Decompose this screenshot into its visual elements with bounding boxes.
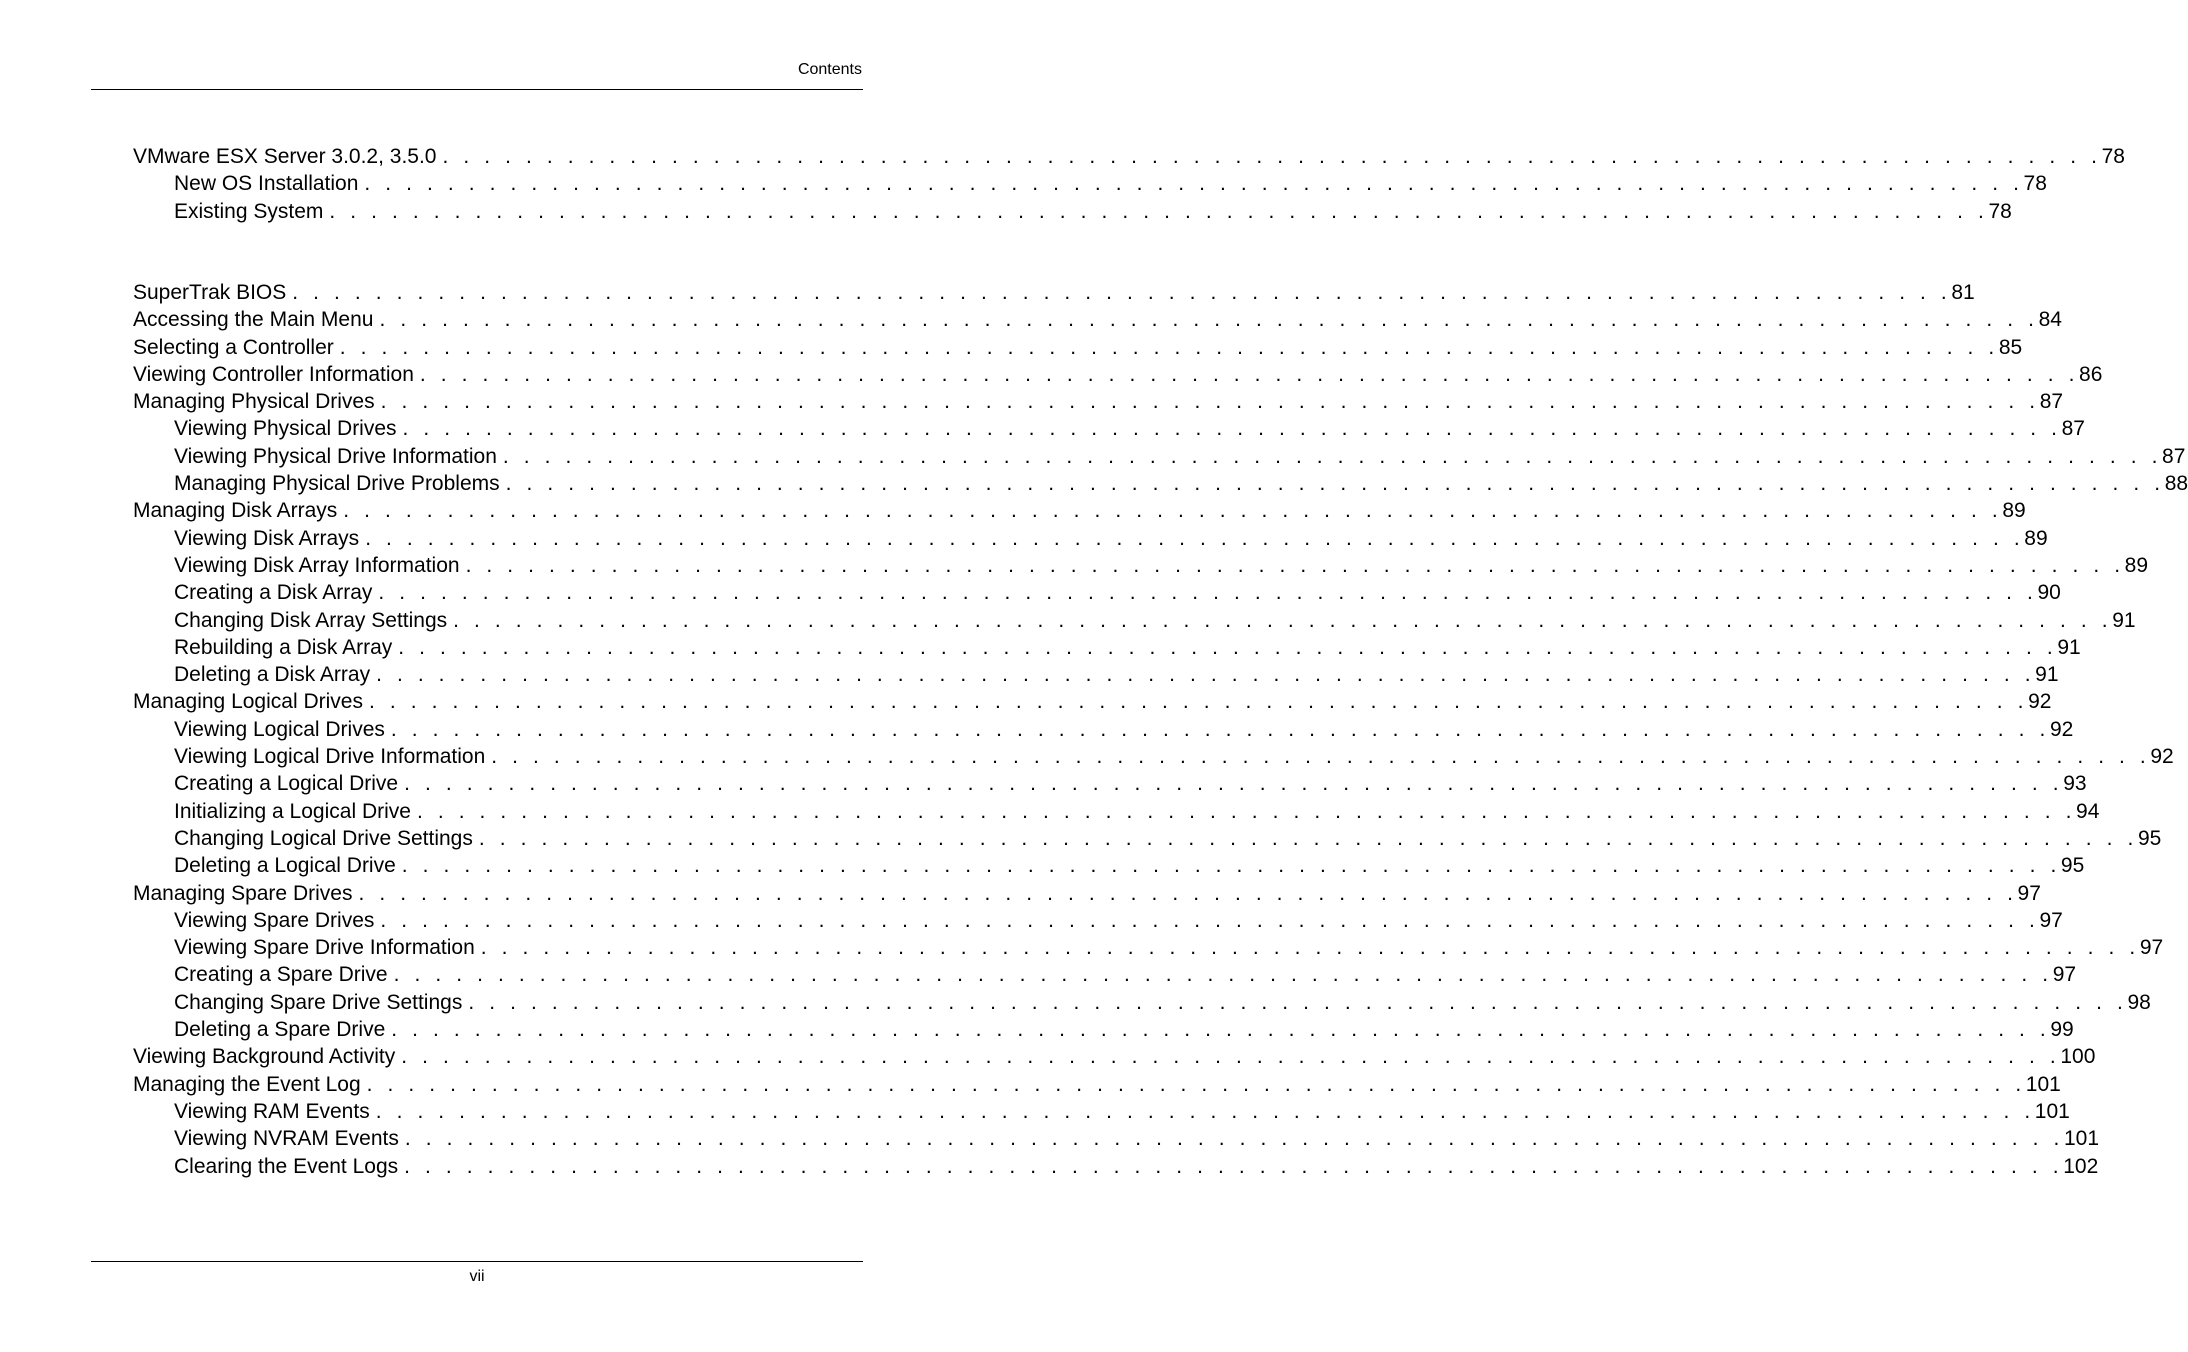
toc-entry-page-number: 97 (2052, 963, 2077, 987)
toc-entry-title: Viewing Physical Drive Information (174, 444, 497, 468)
toc-entry-title: Viewing Physical Drives (174, 417, 397, 441)
toc-entry-title: New OS Installation (174, 172, 359, 196)
toc-dot-leader: . . . . . . . . . . . . . . . . . . . . . . . . . . . . . . . . . . . . . . . . . . . . . . . . . . . . . . . . . . . . . . . . . . . . . . . . . . . . . . . . (390, 717, 2050, 741)
toc-entry-page-number: 91 (2112, 608, 2136, 632)
toc-entry-title: Rebuilding a Disk Array (174, 635, 393, 659)
toc-entry-title: Managing Logical Drives (133, 690, 363, 714)
toc-entry[interactable] (133, 1098, 2070, 1125)
toc-entry-page-number: 95 (2137, 826, 2162, 850)
toc-dot-leader: . . . . . . . . . . . . . . . . . . . . . . . . . . . . . . . . . . . . . . . . . . . . . . . . . . . . . . . . . . . . . . . . . . . . . . . . . . . . . . . . (375, 1099, 2035, 1123)
toc-dot-leader: . . . . . . . . . . . . . . . . . . . . . . . . . . . . . . . . . . . . . . . . . . . . . . . . . . . . . . . . . . . . . . . . . . . . . . . . . . . . . . . . (343, 499, 2003, 523)
toc-entry-title: Managing Physical Drive Problems (174, 472, 500, 496)
toc-dot-leader: . . . . . . . . . . . . . . . . . . . . . . . . . . . . . . . . . . . . . . . . . . . . . . . . . . . . . . . . . . . . . . . . . . . . . . . . . . . . . . . . (442, 145, 2102, 168)
toc-entry[interactable] (133, 1125, 2100, 1152)
toc-dot-leader: . . . . . . . . . . . . . . . . . . . . . . . . . . . . . . . . . . . . . . . . . . . . . . . . . . . . . . . . . . . . . . . . . . . . . . . . . . . . . . . . (391, 1018, 2051, 1042)
toc-entry-page-number: 84 (2038, 308, 2062, 332)
toc-dot-leader: . . . . . . . . . . . . . . . . . . . . . . . . . . . . . . . . . . . . . . . . . . . . . . . . . . . . . . . . . . . . . . . . . . . . . . . . . . . . . . . . (376, 663, 2036, 687)
toc-entry[interactable] (133, 607, 2136, 634)
toc-entry[interactable] (133, 443, 2186, 470)
toc-entry-title: Viewing Disk Arrays (174, 526, 360, 550)
toc-entry-title: Viewing Logical Drives (174, 717, 385, 741)
toc-entry-title: SuperTrak BIOS (133, 281, 287, 304)
toc-dot-leader: . . . . . . . . . . . . . . . . . . . . . . . . . . . . . . . . . . . . . . . . . . . . . . . . . . . . . . . . . . . . . . . . . . . . . . . . . . . . . . . . (380, 908, 2040, 932)
toc-entry-page-number: 89 (2124, 553, 2149, 577)
toc-entry-title: Viewing Disk Array Information (174, 553, 460, 577)
toc-entry-page-number: 92 (2028, 690, 2052, 714)
toc-entry-title: Changing Spare Drive Settings (174, 990, 463, 1014)
toc-entry-title: Selecting a Controller (133, 335, 334, 359)
toc-dot-leader: . . . . . . . . . . . . . . . . . . . . . . . . . . . . . . . . . . . . . . . . . . . . . . . . . . . . . . . . . . . . . . . . . . . . . . . . . . . . . . . . (366, 1072, 2026, 1096)
toc-entry-page-number: 97 (2139, 936, 2164, 960)
toc-entry-page-number: 95 (2060, 854, 2085, 878)
toc-entry-title: Creating a Logical Drive (174, 772, 399, 796)
toc-entry-page-number: 91 (2035, 663, 2059, 687)
toc-entry-title: Viewing Logical Drive Information (174, 745, 486, 769)
toc-dot-leader: . . . . . . . . . . . . . . . . . . . . . . . . . . . . . . . . . . . . . . . . . . . . . . . . . . . . . . . . . . . . . . . . . . . . . . . . . . . . . . . . (358, 881, 2018, 905)
toc-dot-leader: . . . . . . . . . . . . . . . . . . . . . . . . . . . . . . . . . . . . . . . . . . . . . . . . . . . . . . . . . . . . . . . . . . . . . . . . . . . . . . . . (468, 990, 2128, 1014)
footer-rule (91, 1261, 863, 1262)
toc-dot-leader: . . . . . . . . . . . . . . . . . . . . . . . . . . . . . . . . . . . . . . . . . . . . . . . . . . . . . . . . . . . . . . . . . . . . . . . . . . . . . . . . (491, 745, 2151, 769)
toc-dot-leader: . . . . . . . . . . . . . . . . . . . . . . . . . . . . . . . . . . . . . . . . . . . . . . . . . . . . . . . . . . . . . . . . . . . . . . . . . . . . . . . . (480, 936, 2140, 960)
toc-entry-title: Deleting a Disk Array (174, 663, 371, 687)
toc-entry-page-number: 101 (2063, 1127, 2100, 1151)
toc-entry[interactable] (133, 634, 2081, 661)
toc-entry[interactable] (133, 743, 2174, 770)
toc-entry[interactable] (133, 1153, 2099, 1180)
toc-entry-title: Accessing the Main Menu (133, 308, 374, 332)
toc-entry[interactable] (133, 198, 2012, 225)
toc-dot-leader: . . . . . . . . . . . . . . . . . . . . . . . . . . . . . . . . . . . . . . . . . . . . . . . . . . . . . . . . . . . . . . . . . . . . . . . . . . . . . . . . (404, 772, 2064, 796)
toc-entry[interactable] (133, 880, 2041, 907)
toc-dot-leader: . . . . . . . . . . . . . . . . . . . . . . . . . . . . . . . . . . . . . . . . . . . . . . . . . . . . . . . . . . . . . . . . . . . . . . . . . . . . . . . . (453, 608, 2113, 632)
page-number: vii (469, 1268, 485, 1285)
toc-entry[interactable] (133, 907, 2063, 934)
toc-dot-leader: . . . . . . . . . . . . . . . . . . . . . . . . . . . . . . . . . . . . . . . . . . . . . . . . . . . . . . . . . . . . . . . . . . . . . . . . . . . . . . . . (502, 444, 2163, 468)
toc-dot-leader: . . . . . . . . . . . . . . . . . . . . . . . . . . . . . . . . . . . . . . . . . . . . . . . . . . . . . . . . . . . . . . . . . . . . . . . . . . . . . . . . (402, 417, 2062, 441)
toc-entry-title: Managing the Event Log (133, 1072, 361, 1096)
toc-entry-title: Changing Logical Drive Settings (174, 826, 473, 850)
toc-entry-page-number: 86 (2079, 362, 2103, 386)
toc-entry[interactable] (133, 661, 2059, 688)
toc-entry[interactable] (133, 279, 1975, 306)
toc-entry-title: VMware ESX Server 3.0.2, 3.5.0 (133, 145, 437, 168)
toc-entry-title: Initializing a Logical Drive (174, 799, 411, 823)
toc-dot-leader: . . . . . . . . . . . . . . . . . . . . . . . . . . . . . . . . . . . . . . . . . . . . . . . . . . . . . . . . . . . . . . . . . . . . . . . . . . . . . . . . (404, 1154, 2064, 1178)
toc-entry[interactable] (133, 716, 2074, 743)
toc-entry[interactable] (133, 989, 2151, 1016)
toc-dot-leader: . . . . . . . . . . . . . . . . . . . . . . . . . . . . . . . . . . . . . . . . . . . . . . . . . . . . . . . . . . . . . . . . . . . . . . . . . . . . . . . . (365, 526, 2025, 550)
toc-entry[interactable] (133, 306, 2062, 333)
toc-entry-page-number: 78 (2101, 145, 2125, 168)
toc-dot-leader: . . . . . . . . . . . . . . . . . . . . . . . . . . . . . . . . . . . . . . . . . . . . . . . . . . . . . . . . . . . . . . . . . . . . . . . . . . . . . . . . (380, 390, 2040, 414)
toc-entry-page-number: 99 (2050, 1018, 2074, 1042)
toc-entry-page-number: 91 (2057, 635, 2081, 659)
toc-entry[interactable] (133, 1043, 2096, 1070)
toc-entry-page-number: 87 (2162, 444, 2186, 468)
toc-entry-title: Managing Spare Drives (133, 881, 353, 905)
toc-dot-leader: . . . . . . . . . . . . . . . . . . . . . . . . . . . . . . . . . . . . . . . . . . . . . . . . . . . . . . . . . . . . . . . . . . . . . . . . . . . . . . . . (465, 553, 2125, 577)
toc-dot-leader: . . . . . . . . . . . . . . . . . . . . . . . . . . . . . . . . . . . . . . . . . . . . . . . . . . . . . . . . . . . . . . . . . . . . . . . . . . . . . . . . (292, 281, 1952, 304)
toc-entry-page-number: 93 (2063, 772, 2087, 796)
toc-entry-title: Viewing Controller Information (133, 362, 414, 386)
toc-entry-title: Viewing RAM Events (174, 1099, 370, 1123)
toc-entry[interactable] (133, 825, 2162, 852)
toc-entry-title: Changing Disk Array Settings (174, 608, 448, 632)
toc-dot-leader: . . . . . . . . . . . . . . . . . . . . . . . . . . . . . . . . . . . . . . . . . . . . . . . . . . . . . . . . . . . . . . . . . . . . . . . . . . . . . . . . (378, 581, 2038, 605)
toc-section-vmware (133, 143, 2125, 225)
toc-entry[interactable] (133, 798, 2100, 825)
toc-entry[interactable] (133, 934, 2164, 961)
page-header-title: Contents (797, 61, 862, 78)
toc-entry[interactable] (133, 143, 2125, 170)
toc-entry[interactable] (133, 170, 2047, 197)
toc-entry-title: Deleting a Spare Drive (174, 1018, 386, 1042)
toc-dot-leader: . . . . . . . . . . . . . . . . . . . . . . . . . . . . . . . . . . . . . . . . . . . . . . . . . . . . . . . . . . . . . . . . . . . . . . . . . . . . . . . . (364, 172, 2024, 196)
toc-entry[interactable] (133, 688, 2052, 715)
toc-entry-page-number: 101 (2034, 1099, 2070, 1123)
toc-dot-leader: . . . . . . . . . . . . . . . . . . . . . . . . . . . . . . . . . . . . . . . . . . . . . . . . . . . . . . . . . . . . . . . . . . . . . . . . . . . . . . . . (393, 963, 2053, 987)
toc-dot-leader: . . . . . . . . . . . . . . . . . . . . . . . . . . . . . . . . . . . . . . . . . . . . . . . . . . . . . . . . . . . . . . . . . . . . . . . . . . . . . . . . (398, 635, 2058, 659)
toc-entry-title: Creating a Spare Drive (174, 963, 388, 987)
toc-dot-leader: . . . . . . . . . . . . . . . . . . . . . . . . . . . . . . . . . . . . . . . . . . . . . . . . . . . . . . . . . . . . . . . . . . . . . . . . . . . . . . . . (404, 1127, 2064, 1151)
toc-dot-leader: . . . . . . . . . . . . . . . . . . . . . . . . . . . . . . . . . . . . . . . . . . . . . . . . . . . . . . . . . . . . . . . . . . . . . . . . . . . . . . . . (416, 799, 2077, 823)
toc-dot-leader: . . . . . . . . . . . . . . . . . . . . . . . . . . . . . . . . . . . . . . . . . . . . . . . . . . . . . . . . . . . . . . . . . . . . . . . . . . . . . . . . (505, 472, 2165, 496)
toc-entry[interactable] (133, 497, 2026, 524)
toc-entry[interactable] (133, 579, 2061, 606)
toc-dot-leader: . . . . . . . . . . . . . . . . . . . . . . . . . . . . . . . . . . . . . . . . . . . . . . . . . . . . . . . . . . . . . . . . . . . . . . . . . . . . . . . . (339, 335, 1999, 359)
toc-entry-title: Deleting a Logical Drive (174, 854, 396, 878)
toc-entry-title: Existing System (174, 199, 324, 223)
toc-entry[interactable] (133, 1016, 2074, 1043)
toc-entry-page-number: 97 (2017, 881, 2041, 905)
toc-entry-page-number: 85 (1998, 335, 2023, 359)
toc-dot-leader: . . . . . . . . . . . . . . . . . . . . . . . . . . . . . . . . . . . . . . . . . . . . . . . . . . . . . . . . . . . . . . . . . . . . . . . . . . . . . . . . (379, 308, 2039, 332)
toc-dot-leader: . . . . . . . . . . . . . . . . . . . . . . . . . . . . . . . . . . . . . . . . . . . . . . . . . . . . . . . . . . . . . . . . . . . . . . . . . . . . . . . . (368, 690, 2029, 714)
toc-entry-page-number: 97 (2039, 908, 2063, 932)
toc-dot-leader: . . . . . . . . . . . . . . . . . . . . . . . . . . . . . . . . . . . . . . . . . . . . . . . . . . . . . . . . . . . . . . . . . . . . . . . . . . . . . . . . (419, 362, 2080, 386)
toc-entry[interactable] (133, 361, 2103, 388)
toc-entry-title: Managing Physical Drives (133, 390, 375, 414)
toc-dot-leader: . . . . . . . . . . . . . . . . . . . . . . . . . . . . . . . . . . . . . . . . . . . . . . . . . . . . . . . . . . . . . . . . . . . . . . . . . . . . . . . . (401, 1045, 2061, 1069)
toc-entry[interactable] (133, 415, 2085, 442)
toc-entry-page-number: 89 (2002, 499, 2026, 523)
toc-entry[interactable] (133, 1071, 2061, 1098)
toc-entry[interactable] (133, 770, 2087, 797)
toc-entry-page-number: 78 (2023, 172, 2047, 196)
toc-entry-page-number: 87 (2039, 390, 2064, 414)
toc-entry[interactable] (133, 525, 2048, 552)
toc-entry-page-number: 102 (2063, 1154, 2099, 1178)
toc-entry-title: Clearing the Event Logs (174, 1154, 399, 1178)
toc-entry-page-number: 101 (2025, 1072, 2061, 1096)
toc-entry-page-number: 100 (2060, 1045, 2096, 1069)
toc-entry[interactable] (133, 552, 2149, 579)
toc-entry-page-number: 92 (2049, 717, 2074, 741)
toc-entry[interactable] (133, 470, 2188, 497)
toc-entry-title: Managing Disk Arrays (133, 499, 338, 523)
toc-entry-page-number: 88 (2164, 472, 2188, 496)
toc-entry-title: Viewing Background Activity (133, 1045, 396, 1069)
toc-entry[interactable] (133, 334, 2023, 361)
toc-entry-page-number: 90 (2037, 581, 2061, 605)
toc-entry-page-number: 89 (2024, 526, 2048, 550)
toc-entry-title: Creating a Disk Array (174, 581, 373, 605)
toc-entry-page-number: 81 (1951, 281, 1975, 304)
toc-entry[interactable] (133, 388, 2064, 415)
toc-entry[interactable] (133, 852, 2085, 879)
toc-entry-page-number: 94 (2076, 799, 2100, 823)
toc-section-supertrak-bios (133, 279, 2188, 1180)
header-rule (91, 89, 863, 90)
toc-dot-leader: . . . . . . . . . . . . . . . . . . . . . . . . . . . . . . . . . . . . . . . . . . . . . . . . . . . . . . . . . . . . . . . . . . . . . . . . . . . . . . . . (478, 826, 2138, 850)
toc-entry-page-number: 78 (1988, 199, 2012, 223)
toc-entry-page-number: 98 (2127, 990, 2151, 1014)
toc-entry-title: Viewing NVRAM Events (174, 1127, 399, 1151)
toc-dot-leader: . . . . . . . . . . . . . . . . . . . . . . . . . . . . . . . . . . . . . . . . . . . . . . . . . . . . . . . . . . . . . . . . . . . . . . . . . . . . . . . . (329, 199, 1989, 223)
toc-entry-page-number: 87 (2061, 417, 2085, 441)
toc-dot-leader: . . . . . . . . . . . . . . . . . . . . . . . . . . . . . . . . . . . . . . . . . . . . . . . . . . . . . . . . . . . . . . . . . . . . . . . . . . . . . . . . (401, 854, 2061, 878)
toc-entry[interactable] (133, 961, 2077, 988)
toc-entry-page-number: 92 (2150, 745, 2174, 769)
toc-entry-title: Viewing Spare Drive Information (174, 936, 475, 960)
toc-entry-title: Viewing Spare Drives (174, 908, 375, 932)
